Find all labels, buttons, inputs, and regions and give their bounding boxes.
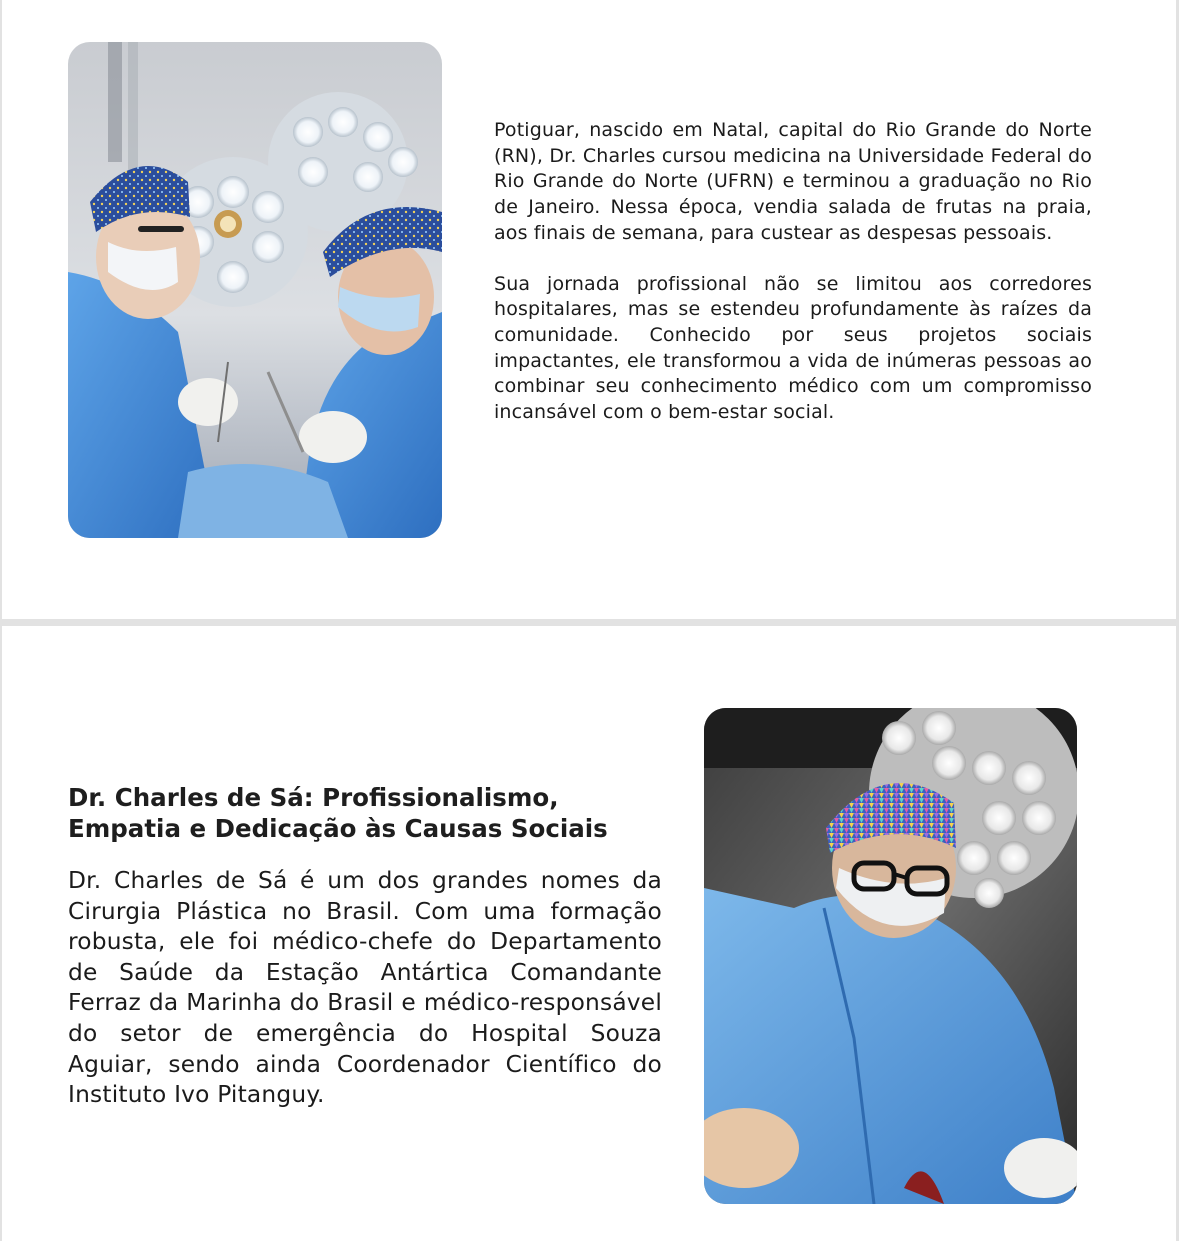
document-page-2 [2, 626, 1176, 1241]
surgeon-portrait-photo [704, 708, 1077, 1204]
bio-paragraph-social-work: Sua jornada profissional não se limitou aos corredores hospitalares, mas se estendeu profundamente às raízes da comunidade. Conhecido por seus projetos sociais impactantes, ele transformou a vida de inúmeras pessoas ao combinar seu conhecimento médico com um compromisso incansável com o bem-estar social. [494, 272, 1092, 424]
bio-paragraph-origin: Potiguar, nascido em Natal, capital do Rio Grande do Norte (RN), Dr. Charles cursou medicina na Universidade Federal do Rio Grande do Norte (UFRN) e terminou a graduação no Rio de Janeiro. Nessa época, vendia salada de frutas na praia, aos finais de semana, para custear as despesas pessoais. [494, 119, 1092, 244]
section-heading: Dr. Charles de Sá: Profissionalismo, Empatia e Dedicação às Causas Sociais [68, 783, 608, 843]
document-page-1 [2, 0, 1176, 619]
biography-section-2 [68, 866, 662, 1111]
bio-paragraph-career: Dr. Charles de Sá é um dos grandes nomes da Cirurgia Plástica no Brasil. Com uma formação robusta, ele foi médico-chefe do Departamento de Saúde da Estação Antártica Comandante Ferraz da Marinha do Brasil e médico-responsável do setor de emergência do Hospital Souza Aguiar, sendo ainda Coordenador Científico do Instituto Ivo Pitanguy. [68, 867, 662, 1109]
biography-section-1 [494, 118, 1092, 426]
surgery-team-photo [68, 42, 442, 538]
